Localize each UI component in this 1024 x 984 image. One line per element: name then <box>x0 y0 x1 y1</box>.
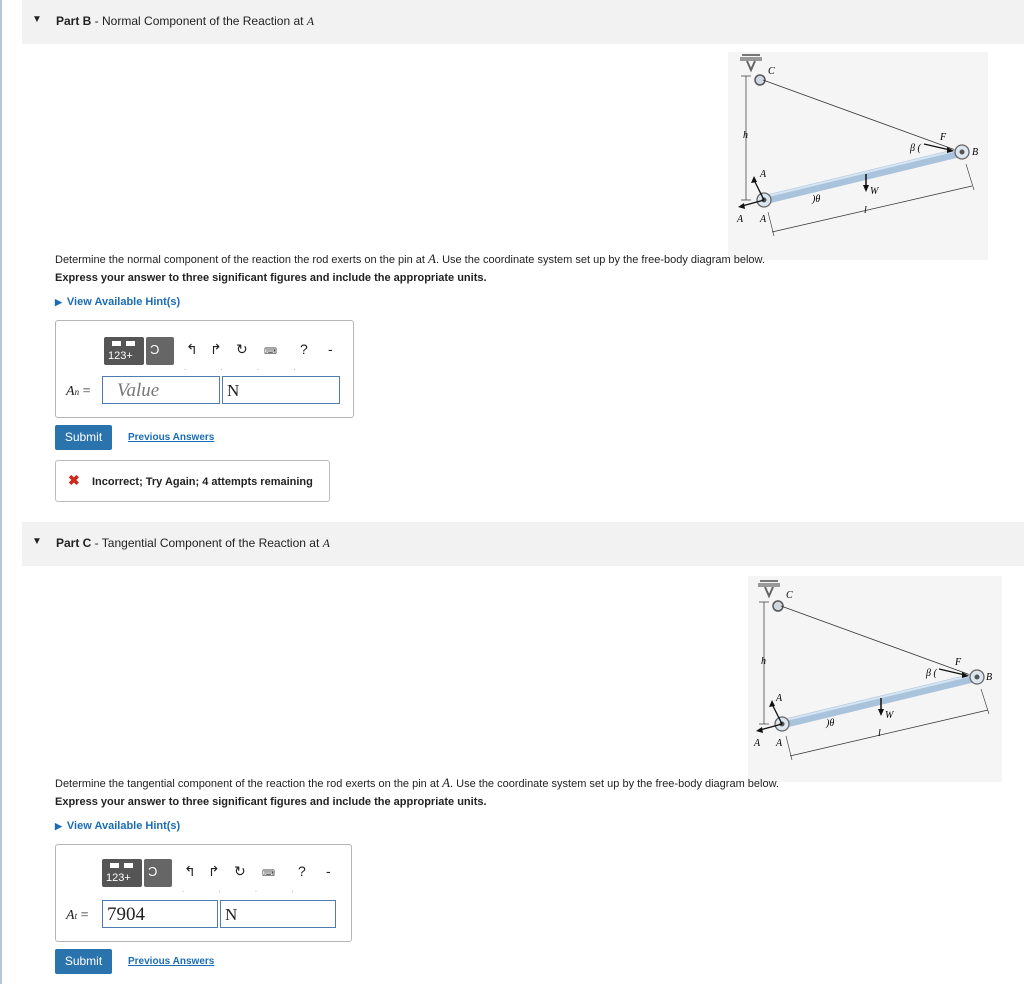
unit-input[interactable]: N <box>220 900 336 928</box>
keyboard-icon[interactable]: ⌨ <box>262 868 275 878</box>
part-c-submit-button[interactable]: Submit <box>55 949 112 974</box>
symbols-button[interactable]: Ͻ <box>144 859 172 887</box>
label-l: l <box>878 728 881 739</box>
label-h: h <box>761 656 766 667</box>
label-c: C <box>786 590 793 601</box>
label-at: A <box>776 693 783 704</box>
label-w: W <box>885 710 894 721</box>
part-b-submit-button[interactable]: Submit <box>55 425 112 450</box>
part-c-instruction: Express your answer to three significant figures and include the appropriate units. <box>55 796 487 808</box>
symbols-button[interactable]: Ͻ <box>146 337 174 365</box>
part-b-hint-link[interactable]: ▶ View Available Hint(s) <box>55 296 181 308</box>
incorrect-x-icon: ✖ <box>68 472 80 488</box>
variable-label-an: An = <box>66 384 91 399</box>
variable-label-at: At = <box>66 908 89 923</box>
redo-icon[interactable]: ↱ <box>208 863 220 879</box>
label-a: A <box>760 214 767 225</box>
part-c-hint-link[interactable]: ▶ View Available Hint(s) <box>55 820 181 832</box>
label-a: A <box>776 738 783 749</box>
toolbar-dots: . . . . <box>184 363 312 372</box>
label-theta: )θ <box>826 718 835 729</box>
label-f: F <box>955 657 962 668</box>
label-w: W <box>870 186 879 197</box>
label-an: A <box>754 738 761 749</box>
part-b-instruction: Express your answer to three significant figures and include the appropriate units. <box>55 272 487 284</box>
undo-icon[interactable]: ↰ <box>186 341 198 357</box>
part-b-header[interactable] <box>22 0 1024 44</box>
part-b-feedback: ✖ Incorrect; Try Again; 4 attempts remaining <box>55 460 330 502</box>
templates-button[interactable]: 123+ <box>102 859 142 887</box>
left-border <box>0 0 2 984</box>
toolbar-dots: . . . . <box>182 885 310 894</box>
part-b-title: Part B - Normal Component of the Reaction at A <box>56 14 315 28</box>
expand-triangle-icon: ▶ <box>55 297 62 307</box>
label-l: l <box>864 205 867 216</box>
value-input[interactable]: 7904 <box>102 900 218 928</box>
free-body-diagram-b <box>728 52 988 260</box>
reset-icon[interactable]: ↻ <box>236 341 248 357</box>
help-icon[interactable]: ? <box>300 341 308 357</box>
part-c-prompt: Determine the tangential component of the reaction the rod exerts on the pin at A. Use the coordinate system set up by the free-body diagram below. <box>55 775 779 790</box>
part-c-header[interactable] <box>22 522 1024 566</box>
part-b-answer-box <box>55 320 354 418</box>
math-toolbar <box>102 859 342 894</box>
minus-icon: - <box>326 863 331 879</box>
part-c-title: Part C - Tangential Component of the Reaction at A <box>56 536 330 550</box>
part-b-prompt: Determine the normal component of the reaction the rod exerts on the pin at A. Use the coordinate system set up by the free-body diagram below. <box>55 251 765 266</box>
label-an: A <box>737 214 744 225</box>
part-b-previous-answers-link[interactable]: Previous Answers <box>128 432 215 443</box>
templates-button[interactable]: 123+ <box>104 337 144 365</box>
free-body-diagram-c <box>748 576 1002 782</box>
part-c-previous-answers-link[interactable]: Previous Answers <box>128 956 215 967</box>
minus-icon: - <box>328 341 333 357</box>
label-f: F <box>940 132 947 143</box>
label-theta: )θ <box>812 194 821 205</box>
collapse-caret-icon[interactable]: ▼ <box>32 14 42 25</box>
value-input[interactable]: Value <box>102 376 220 404</box>
undo-icon[interactable]: ↰ <box>184 863 196 879</box>
math-toolbar <box>104 337 344 372</box>
redo-icon[interactable]: ↱ <box>210 341 222 357</box>
collapse-caret-icon[interactable]: ▼ <box>32 536 42 547</box>
label-c: C <box>768 66 775 77</box>
help-icon[interactable]: ? <box>298 863 306 879</box>
label-beta: β ( <box>926 668 937 679</box>
expand-triangle-icon: ▶ <box>55 821 62 831</box>
label-h: h <box>743 130 748 141</box>
label-beta: β ( <box>910 143 921 154</box>
unit-input[interactable]: N <box>222 376 340 404</box>
label-at: A <box>760 169 767 180</box>
label-b: B <box>986 672 993 683</box>
reset-icon[interactable]: ↻ <box>234 863 246 879</box>
label-b: B <box>972 147 979 158</box>
part-c-answer-box <box>55 844 352 942</box>
keyboard-icon[interactable]: ⌨ <box>264 346 277 356</box>
